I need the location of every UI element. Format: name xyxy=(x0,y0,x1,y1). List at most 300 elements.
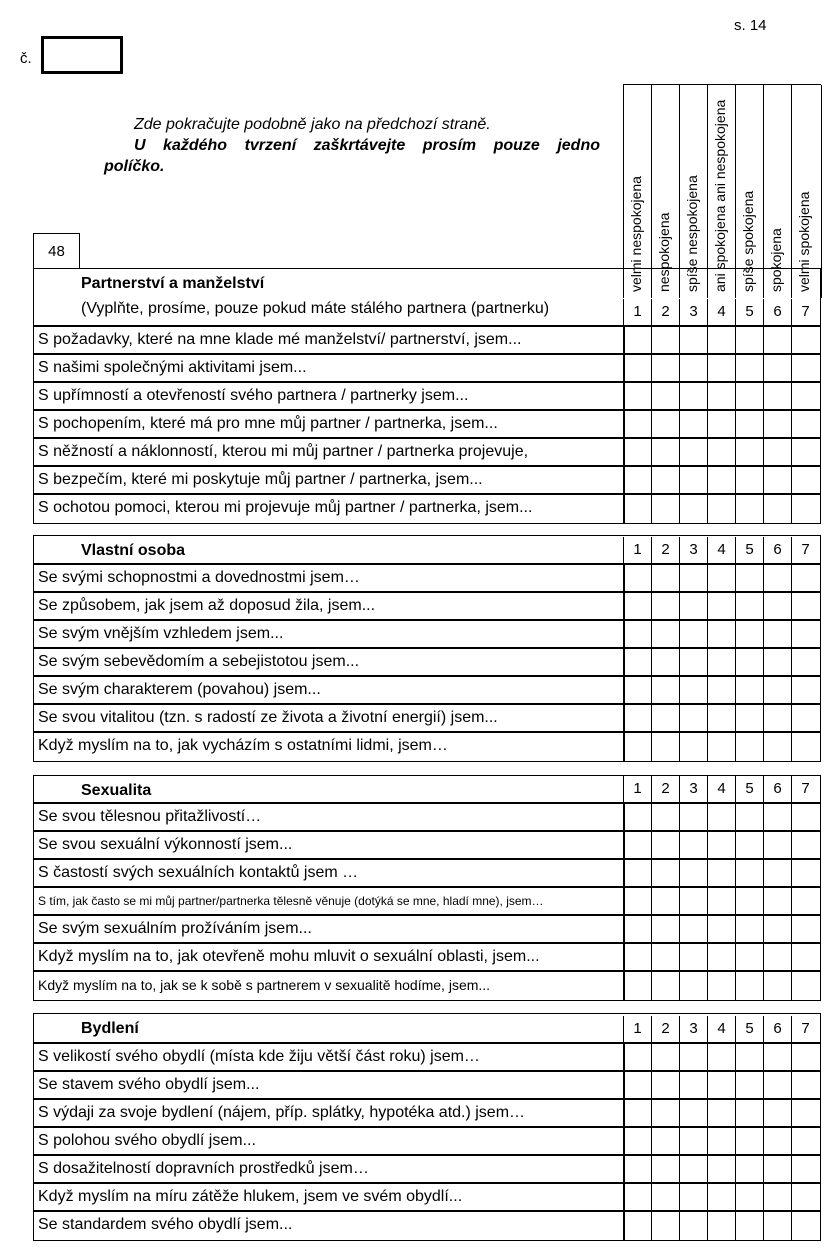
answer-checkbox-2[interactable] xyxy=(651,677,679,703)
answer-checkbox-1[interactable] xyxy=(623,1184,651,1210)
answer-checkbox-5[interactable] xyxy=(735,383,763,409)
scale-number: 7 xyxy=(791,299,819,325)
answer-checkbox-4[interactable] xyxy=(707,972,735,1000)
scale-header-7: velmi spokojena xyxy=(792,85,822,298)
answer-boxes xyxy=(623,411,819,437)
answer-checkbox-3[interactable] xyxy=(679,411,707,437)
answer-checkbox-4[interactable] xyxy=(707,705,735,731)
answer-checkbox-7[interactable] xyxy=(791,383,819,409)
answer-checkbox-5[interactable] xyxy=(735,1044,763,1070)
answer-checkbox-1[interactable] xyxy=(623,593,651,619)
answer-checkbox-7[interactable] xyxy=(791,916,819,942)
answer-checkbox-1[interactable] xyxy=(623,832,651,858)
answer-checkbox-6[interactable] xyxy=(763,1128,791,1154)
answer-checkbox-2[interactable] xyxy=(651,804,679,830)
answer-boxes xyxy=(623,677,819,703)
answer-checkbox-2[interactable] xyxy=(651,565,679,591)
answer-checkbox-5[interactable] xyxy=(735,804,763,830)
answer-checkbox-3[interactable] xyxy=(679,439,707,465)
answer-checkbox-1[interactable] xyxy=(623,467,651,493)
answer-checkbox-4[interactable] xyxy=(707,1100,735,1126)
answer-checkbox-2[interactable] xyxy=(651,621,679,647)
answer-checkbox-7[interactable] xyxy=(791,467,819,493)
answer-boxes xyxy=(623,944,819,970)
answer-checkbox-4[interactable] xyxy=(707,411,735,437)
answer-checkbox-4[interactable] xyxy=(707,944,735,970)
question-text: S pochopením, které má pro mne můj partner / partnerka, jsem... xyxy=(38,415,498,432)
answer-checkbox-4[interactable] xyxy=(707,832,735,858)
scale-number: 2 xyxy=(651,1016,679,1042)
answer-boxes xyxy=(623,1100,819,1126)
answer-checkbox-3[interactable] xyxy=(679,1072,707,1098)
answer-checkbox-7[interactable] xyxy=(791,705,819,731)
answer-checkbox-1[interactable] xyxy=(623,355,651,381)
scale-number: 6 xyxy=(763,299,791,325)
answer-checkbox-4[interactable] xyxy=(707,804,735,830)
answer-checkbox-4[interactable] xyxy=(707,1184,735,1210)
answer-checkbox-7[interactable] xyxy=(791,1044,819,1070)
question-text: Se svou tělesnou přitažlivostí… xyxy=(38,808,262,825)
answer-boxes xyxy=(623,383,819,409)
answer-checkbox-2[interactable] xyxy=(651,649,679,675)
answer-checkbox-1[interactable] xyxy=(623,733,651,761)
answer-checkbox-2[interactable] xyxy=(651,411,679,437)
answer-boxes xyxy=(623,804,819,830)
instruction-line-1: Zde pokračujte podobně jako na předchozí straně. xyxy=(134,116,491,133)
answer-checkbox-6[interactable] xyxy=(763,411,791,437)
question-row xyxy=(34,1184,820,1212)
answer-checkbox-1[interactable] xyxy=(623,888,651,914)
scale-number: 6 xyxy=(763,1016,791,1042)
answer-checkbox-5[interactable] xyxy=(735,1184,763,1210)
scale-number: 4 xyxy=(707,299,735,325)
answer-checkbox-7[interactable] xyxy=(791,860,819,886)
question-text: Když myslím na to, jak otevřeně mohu mluvit o sexuální oblasti, jsem... xyxy=(38,948,540,965)
question-text: Se svou vitalitou (tzn. s radostí ze života a životní energií) jsem... xyxy=(38,709,498,726)
answer-checkbox-7[interactable] xyxy=(791,804,819,830)
answer-checkbox-6[interactable] xyxy=(763,495,791,523)
scale-number: 5 xyxy=(735,537,763,563)
scale-number: 1 xyxy=(623,299,651,325)
answer-checkbox-7[interactable] xyxy=(791,621,819,647)
answer-checkbox-5[interactable] xyxy=(735,411,763,437)
answer-boxes xyxy=(623,1184,819,1210)
instruction-line-2a: U každého tvrzení zaškrtávejte prosím pouze jedno xyxy=(134,137,600,154)
question-text: Se svými schopnostmi a dovednostmi jsem… xyxy=(38,569,360,586)
answer-checkbox-6[interactable] xyxy=(763,355,791,381)
scale-number: 1 xyxy=(623,1016,651,1042)
scale-number: 2 xyxy=(651,537,679,563)
answer-boxes xyxy=(623,832,819,858)
answer-checkbox-6[interactable] xyxy=(763,888,791,914)
answer-checkbox-1[interactable] xyxy=(623,916,651,942)
answer-checkbox-6[interactable] xyxy=(763,916,791,942)
scale-number: 5 xyxy=(735,299,763,325)
answer-checkbox-1[interactable] xyxy=(623,1072,651,1098)
question-text: Když myslím na to, jak se k sobě s partnerem v sexualitě hodíme, jsem... xyxy=(38,977,491,993)
answer-checkbox-1[interactable] xyxy=(623,439,651,465)
answer-checkbox-2[interactable] xyxy=(651,1044,679,1070)
answer-checkbox-4[interactable] xyxy=(707,1156,735,1182)
scale-numbers xyxy=(623,299,820,325)
scale-number: 3 xyxy=(679,1016,707,1042)
answer-checkbox-7[interactable] xyxy=(791,649,819,675)
answer-checkbox-6[interactable] xyxy=(763,593,791,619)
answer-checkbox-3[interactable] xyxy=(679,860,707,886)
question-row xyxy=(34,972,820,1000)
scale-number: 1 xyxy=(623,776,651,802)
question-row xyxy=(34,327,820,355)
answer-checkbox-5[interactable] xyxy=(735,705,763,731)
answer-checkbox-4[interactable] xyxy=(707,439,735,465)
section-header xyxy=(34,776,820,804)
question-text: Se způsobem, jak jsem až doposud žila, jsem... xyxy=(38,597,376,614)
answer-checkbox-1[interactable] xyxy=(623,804,651,830)
question-row xyxy=(34,832,820,860)
question-text: S našimi společnými aktivitami jsem... xyxy=(38,359,307,376)
answer-checkbox-1[interactable] xyxy=(623,1100,651,1126)
answer-checkbox-5[interactable] xyxy=(735,327,763,353)
question-text: Se svým sexuálním prožíváním jsem... xyxy=(38,920,312,937)
answer-checkbox-7[interactable] xyxy=(791,327,819,353)
question-text: Se stavem svého obydlí jsem... xyxy=(38,1076,260,1093)
answer-checkbox-7[interactable] xyxy=(791,593,819,619)
answer-checkbox-5[interactable] xyxy=(735,621,763,647)
answer-checkbox-3[interactable] xyxy=(679,327,707,353)
answer-checkbox-2[interactable] xyxy=(651,733,679,761)
answer-checkbox-5[interactable] xyxy=(735,565,763,591)
scale-header-5: spíše spokojena xyxy=(736,85,764,298)
answer-checkbox-5[interactable] xyxy=(735,467,763,493)
answer-checkbox-3[interactable] xyxy=(679,649,707,675)
answer-checkbox-3[interactable] xyxy=(679,467,707,493)
answer-checkbox-3[interactable] xyxy=(679,383,707,409)
answer-checkbox-7[interactable] xyxy=(791,495,819,523)
answer-boxes xyxy=(623,1072,819,1098)
answer-checkbox-3[interactable] xyxy=(679,916,707,942)
question-text: Se svým charakterem (povahou) jsem... xyxy=(38,681,321,698)
scale-header-1: velmi nespokojena xyxy=(624,85,652,298)
answer-checkbox-5[interactable] xyxy=(735,832,763,858)
answer-checkbox-5[interactable] xyxy=(735,649,763,675)
answer-checkbox-1[interactable] xyxy=(623,705,651,731)
answer-checkbox-1[interactable] xyxy=(623,1044,651,1070)
question-row xyxy=(34,439,820,467)
question-row xyxy=(34,355,820,383)
answer-boxes xyxy=(623,327,819,353)
code-field[interactable] xyxy=(41,36,123,74)
answer-checkbox-2[interactable] xyxy=(651,705,679,731)
answer-checkbox-1[interactable] xyxy=(623,327,651,353)
question-row xyxy=(34,916,820,944)
answer-boxes xyxy=(623,705,819,731)
scale-number: 7 xyxy=(791,537,819,563)
answer-boxes xyxy=(623,565,819,591)
answer-checkbox-4[interactable] xyxy=(707,593,735,619)
answer-checkbox-5[interactable] xyxy=(735,677,763,703)
question-row xyxy=(34,1156,820,1184)
answer-checkbox-2[interactable] xyxy=(651,1184,679,1210)
answer-checkbox-2[interactable] xyxy=(651,944,679,970)
answer-checkbox-2[interactable] xyxy=(651,355,679,381)
answer-checkbox-2[interactable] xyxy=(651,1212,679,1240)
answer-checkbox-6[interactable] xyxy=(763,1100,791,1126)
answer-checkbox-7[interactable] xyxy=(791,565,819,591)
answer-checkbox-2[interactable] xyxy=(651,1128,679,1154)
answer-checkbox-4[interactable] xyxy=(707,1128,735,1154)
answer-checkbox-6[interactable] xyxy=(763,832,791,858)
answer-checkbox-4[interactable] xyxy=(707,1044,735,1070)
answer-checkbox-2[interactable] xyxy=(651,1100,679,1126)
answer-checkbox-4[interactable] xyxy=(707,888,735,914)
scale-number: 5 xyxy=(735,1016,763,1042)
answer-checkbox-6[interactable] xyxy=(763,1044,791,1070)
answer-checkbox-3[interactable] xyxy=(679,804,707,830)
question-text: S velikostí svého obydlí (místa kde žiju větší část roku) jsem… xyxy=(38,1048,480,1065)
answer-checkbox-3[interactable] xyxy=(679,565,707,591)
scale-number: 3 xyxy=(679,299,707,325)
answer-checkbox-6[interactable] xyxy=(763,649,791,675)
answer-checkbox-1[interactable] xyxy=(623,1212,651,1240)
answer-checkbox-3[interactable] xyxy=(679,944,707,970)
answer-boxes xyxy=(623,888,819,914)
question-row xyxy=(34,1100,820,1128)
answer-checkbox-3[interactable] xyxy=(679,593,707,619)
answer-checkbox-4[interactable] xyxy=(707,495,735,523)
section-subtitle: (Vyplňte, prosíme, pouze pokud máte stálého partnera (partnerku) xyxy=(81,300,550,317)
answer-checkbox-2[interactable] xyxy=(651,327,679,353)
answer-checkbox-6[interactable] xyxy=(763,1212,791,1240)
answer-checkbox-1[interactable] xyxy=(623,677,651,703)
answer-checkbox-1[interactable] xyxy=(623,411,651,437)
answer-checkbox-5[interactable] xyxy=(735,888,763,914)
scale-number: 1 xyxy=(623,537,651,563)
answer-checkbox-5[interactable] xyxy=(735,916,763,942)
answer-checkbox-7[interactable] xyxy=(791,972,819,1000)
answer-checkbox-4[interactable] xyxy=(707,383,735,409)
answer-checkbox-5[interactable] xyxy=(735,1072,763,1098)
answer-checkbox-5[interactable] xyxy=(735,1156,763,1182)
scale-number: 7 xyxy=(791,1016,819,1042)
answer-checkbox-5[interactable] xyxy=(735,1212,763,1240)
answer-checkbox-6[interactable] xyxy=(763,327,791,353)
scale-number: 4 xyxy=(707,1016,735,1042)
question-row xyxy=(34,705,820,733)
answer-checkbox-4[interactable] xyxy=(707,649,735,675)
answer-checkbox-6[interactable] xyxy=(763,677,791,703)
answer-checkbox-4[interactable] xyxy=(707,467,735,493)
instruction-line-2 xyxy=(104,135,600,177)
answer-checkbox-2[interactable] xyxy=(651,383,679,409)
question-text: S bezpečím, které mi poskytuje můj partner / partnerka, jsem... xyxy=(38,471,483,488)
answer-checkbox-4[interactable] xyxy=(707,860,735,886)
question-text: S častostí svých sexuálních kontaktů jsem … xyxy=(38,864,359,881)
answer-checkbox-3[interactable] xyxy=(679,1100,707,1126)
answer-checkbox-2[interactable] xyxy=(651,467,679,493)
answer-checkbox-2[interactable] xyxy=(651,593,679,619)
answer-checkbox-2[interactable] xyxy=(651,1072,679,1098)
question-row xyxy=(34,383,820,411)
answer-checkbox-7[interactable] xyxy=(791,1184,819,1210)
answer-checkbox-5[interactable] xyxy=(735,733,763,761)
answer-checkbox-2[interactable] xyxy=(651,916,679,942)
question-text: Když myslím na míru zátěže hlukem, jsem ve svém obydlí... xyxy=(38,1188,463,1205)
answer-checkbox-3[interactable] xyxy=(679,1128,707,1154)
scale-number: 2 xyxy=(651,299,679,325)
answer-checkbox-7[interactable] xyxy=(791,355,819,381)
answer-checkbox-3[interactable] xyxy=(679,355,707,381)
scale-header-3: spíše nespokojena xyxy=(680,85,708,298)
section-title: Sexualita xyxy=(81,782,152,799)
answer-checkbox-1[interactable] xyxy=(623,621,651,647)
answer-checkbox-5[interactable] xyxy=(735,593,763,619)
answer-checkbox-7[interactable] xyxy=(791,677,819,703)
answer-checkbox-3[interactable] xyxy=(679,1044,707,1070)
section-header xyxy=(34,269,820,327)
answer-checkbox-3[interactable] xyxy=(679,888,707,914)
answer-checkbox-7[interactable] xyxy=(791,439,819,465)
answer-checkbox-7[interactable] xyxy=(791,832,819,858)
answer-checkbox-6[interactable] xyxy=(763,621,791,647)
answer-checkbox-4[interactable] xyxy=(707,621,735,647)
answer-boxes xyxy=(623,733,819,761)
question-text: S ochotou pomoci, kterou mi projevuje můj partner / partnerka, jsem... xyxy=(38,499,533,516)
answer-checkbox-7[interactable] xyxy=(791,1072,819,1098)
answer-checkbox-3[interactable] xyxy=(679,705,707,731)
answer-checkbox-6[interactable] xyxy=(763,705,791,731)
answer-checkbox-5[interactable] xyxy=(735,1100,763,1126)
answer-checkbox-5[interactable] xyxy=(735,495,763,523)
section-title: Partnerství a manželství xyxy=(81,275,265,292)
answer-checkbox-6[interactable] xyxy=(763,565,791,591)
question-row xyxy=(34,888,820,916)
answer-checkbox-6[interactable] xyxy=(763,1072,791,1098)
answer-checkbox-4[interactable] xyxy=(707,327,735,353)
answer-checkbox-4[interactable] xyxy=(707,916,735,942)
scale-header-6: spokojena xyxy=(764,85,792,298)
answer-checkbox-1[interactable] xyxy=(623,565,651,591)
answer-checkbox-6[interactable] xyxy=(763,1184,791,1210)
question-row xyxy=(34,1072,820,1100)
answer-checkbox-7[interactable] xyxy=(791,1128,819,1154)
answer-checkbox-7[interactable] xyxy=(791,1156,819,1182)
answer-checkbox-5[interactable] xyxy=(735,355,763,381)
answer-boxes xyxy=(623,649,819,675)
answer-checkbox-6[interactable] xyxy=(763,972,791,1000)
answer-checkbox-2[interactable] xyxy=(651,439,679,465)
answer-checkbox-2[interactable] xyxy=(651,860,679,886)
answer-checkbox-2[interactable] xyxy=(651,888,679,914)
answer-checkbox-3[interactable] xyxy=(679,621,707,647)
answer-checkbox-6[interactable] xyxy=(763,860,791,886)
answer-checkbox-1[interactable] xyxy=(623,1128,651,1154)
section-2 xyxy=(33,535,821,762)
answer-checkbox-1[interactable] xyxy=(623,649,651,675)
question-row xyxy=(34,649,820,677)
question-text: S polohou svého obydlí jsem... xyxy=(38,1132,256,1149)
answer-boxes xyxy=(623,355,819,381)
answer-checkbox-5[interactable] xyxy=(735,1128,763,1154)
question-row xyxy=(34,495,820,523)
answer-checkbox-4[interactable] xyxy=(707,565,735,591)
answer-boxes xyxy=(623,1156,819,1182)
answer-checkbox-1[interactable] xyxy=(623,860,651,886)
answer-checkbox-6[interactable] xyxy=(763,439,791,465)
answer-checkbox-6[interactable] xyxy=(763,733,791,761)
answer-boxes xyxy=(623,916,819,942)
scale-numbers xyxy=(623,537,820,563)
answer-checkbox-6[interactable] xyxy=(763,804,791,830)
code-label: č. xyxy=(20,50,32,67)
answer-checkbox-7[interactable] xyxy=(791,733,819,761)
answer-checkbox-2[interactable] xyxy=(651,972,679,1000)
answer-checkbox-3[interactable] xyxy=(679,733,707,761)
answer-checkbox-3[interactable] xyxy=(679,677,707,703)
answer-checkbox-3[interactable] xyxy=(679,495,707,523)
instruction-line-2b: políčko. xyxy=(104,158,165,175)
section-1 xyxy=(33,268,821,524)
question-text: S dosažitelností dopravních prostředků jsem… xyxy=(38,1160,369,1177)
answer-checkbox-6[interactable] xyxy=(763,944,791,970)
answer-checkbox-5[interactable] xyxy=(735,860,763,886)
question-text: Se standardem svého obydlí jsem... xyxy=(38,1216,293,1233)
answer-checkbox-1[interactable] xyxy=(623,944,651,970)
answer-checkbox-7[interactable] xyxy=(791,944,819,970)
answer-checkbox-1[interactable] xyxy=(623,383,651,409)
answer-checkbox-5[interactable] xyxy=(735,972,763,1000)
answer-checkbox-3[interactable] xyxy=(679,832,707,858)
answer-checkbox-3[interactable] xyxy=(679,1184,707,1210)
question-row xyxy=(34,1044,820,1072)
section-header xyxy=(34,1014,820,1044)
answer-checkbox-5[interactable] xyxy=(735,944,763,970)
answer-checkbox-4[interactable] xyxy=(707,733,735,761)
scale-numbers xyxy=(623,776,820,802)
scale-number: 4 xyxy=(707,776,735,802)
answer-checkbox-4[interactable] xyxy=(707,1072,735,1098)
answer-checkbox-2[interactable] xyxy=(651,832,679,858)
answer-checkbox-6[interactable] xyxy=(763,467,791,493)
answer-checkbox-5[interactable] xyxy=(735,439,763,465)
answer-checkbox-4[interactable] xyxy=(707,677,735,703)
answer-checkbox-6[interactable] xyxy=(763,1156,791,1182)
question-text: Se svým vnějším vzhledem jsem... xyxy=(38,625,284,642)
answer-checkbox-7[interactable] xyxy=(791,888,819,914)
questionnaire-number: 48 xyxy=(33,233,80,269)
answer-checkbox-3[interactable] xyxy=(679,972,707,1000)
answer-checkbox-1[interactable] xyxy=(623,495,651,523)
answer-checkbox-2[interactable] xyxy=(651,495,679,523)
answer-checkbox-6[interactable] xyxy=(763,383,791,409)
answer-checkbox-7[interactable] xyxy=(791,1212,819,1240)
instructions xyxy=(104,114,600,177)
answer-checkbox-3[interactable] xyxy=(679,1212,707,1240)
question-text: S požadavky, které na mne klade mé manželství/ partnerství, jsem... xyxy=(38,331,522,348)
answer-checkbox-7[interactable] xyxy=(791,411,819,437)
answer-checkbox-4[interactable] xyxy=(707,1212,735,1240)
answer-boxes xyxy=(623,1044,819,1070)
answer-checkbox-2[interactable] xyxy=(651,1156,679,1182)
answer-checkbox-1[interactable] xyxy=(623,1156,651,1182)
answer-checkbox-1[interactable] xyxy=(623,972,651,1000)
question-row xyxy=(34,593,820,621)
answer-boxes xyxy=(623,860,819,886)
answer-checkbox-4[interactable] xyxy=(707,355,735,381)
scale-number: 4 xyxy=(707,537,735,563)
answer-checkbox-3[interactable] xyxy=(679,1156,707,1182)
answer-checkbox-7[interactable] xyxy=(791,1100,819,1126)
answer-boxes xyxy=(623,495,819,523)
